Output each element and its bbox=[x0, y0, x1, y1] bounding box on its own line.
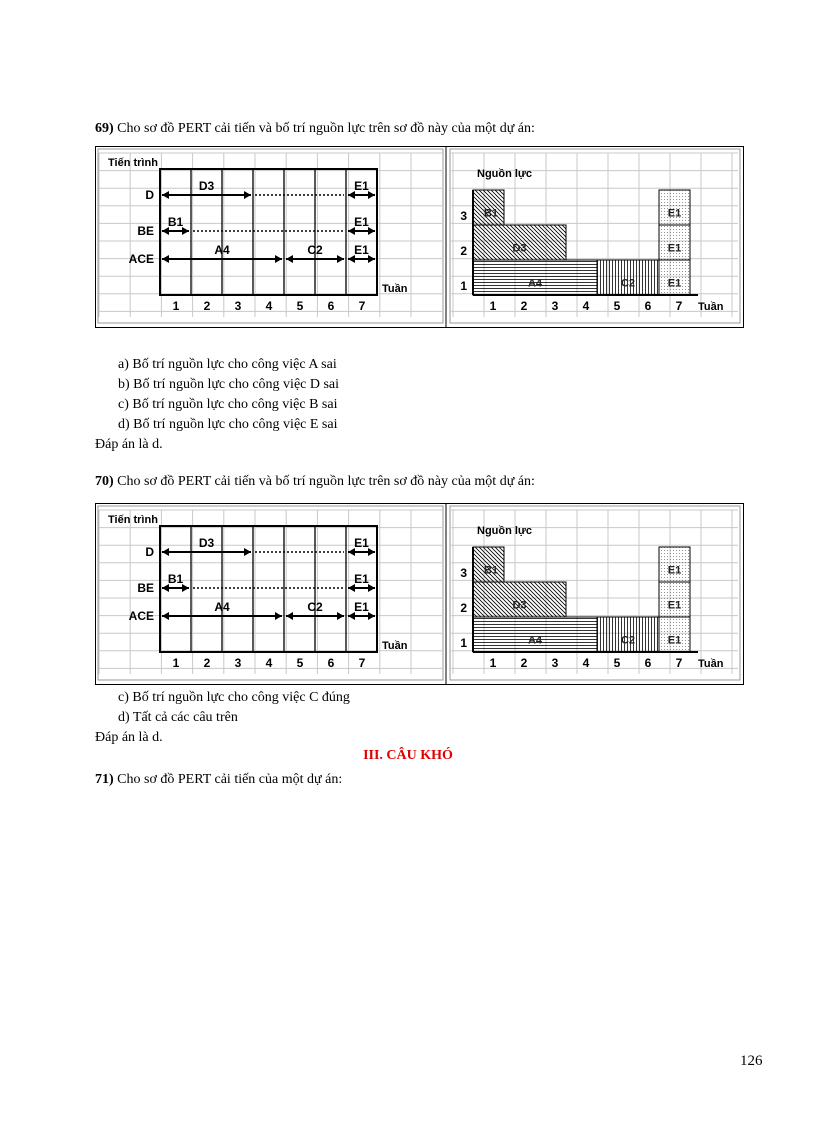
question-text: Cho sơ đồ PERT cải tiến và bố trí nguồn lực trên sơ đồ này của một dự án: bbox=[113, 474, 535, 489]
question-number: 71) bbox=[95, 772, 114, 787]
task-label: D3 bbox=[198, 179, 215, 193]
arrow-head-right bbox=[368, 255, 375, 263]
week-tick-label: 7 bbox=[675, 299, 683, 313]
question-number: 69) bbox=[95, 121, 114, 136]
week-tick-label: 3 bbox=[234, 299, 242, 313]
pert-row-label: ACE bbox=[128, 252, 154, 266]
week-tick-label: 4 bbox=[265, 656, 273, 670]
pert-resource-diagram bbox=[96, 504, 743, 684]
resource-block-label: E1 bbox=[667, 277, 682, 290]
arrow-head-right bbox=[275, 255, 282, 263]
y-tick-label: 1 bbox=[460, 636, 467, 650]
week-tick-label: 1 bbox=[489, 656, 497, 670]
week-tick-label: 4 bbox=[582, 299, 590, 313]
resource-title: Nguồn lực bbox=[477, 525, 533, 537]
week-tick-label: 6 bbox=[327, 299, 335, 313]
resource-block-label: C2 bbox=[620, 634, 636, 647]
resource-title: Nguồn lực bbox=[477, 168, 533, 180]
figure-70 bbox=[95, 503, 744, 685]
page-number: 126 bbox=[740, 1053, 763, 1069]
resource-chart bbox=[450, 149, 740, 323]
arrow-head-right bbox=[368, 548, 375, 556]
option-a: a) Bố trí nguồn lực cho công việc A sai bbox=[118, 357, 337, 372]
pert-row-label: ACE bbox=[128, 609, 154, 623]
resource-block-label: A4 bbox=[527, 634, 543, 647]
resource-block-label: D3 bbox=[512, 242, 527, 255]
arrow-head-right bbox=[275, 612, 282, 620]
pert-resource-diagram bbox=[96, 147, 743, 327]
task-label: A4 bbox=[214, 243, 230, 257]
answer-69: Đáp án là d. bbox=[95, 437, 163, 452]
option-b: b) Bố trí nguồn lực cho công việc D sai bbox=[118, 377, 340, 392]
resource-block-label: B1 bbox=[483, 564, 499, 577]
task-label: E1 bbox=[354, 536, 369, 550]
task-label: E1 bbox=[354, 600, 369, 614]
question-text: Cho sơ đồ PERT cải tiến và bố trí nguồn lực trên sơ đồ này của một dự án: bbox=[113, 121, 535, 136]
task-label: D3 bbox=[198, 536, 215, 550]
week-tick-label: 5 bbox=[613, 299, 621, 313]
week-tick-label: 3 bbox=[551, 299, 559, 313]
y-tick-label: 3 bbox=[460, 566, 467, 580]
y-tick-label: 3 bbox=[460, 209, 467, 223]
question-number: 70) bbox=[95, 474, 114, 489]
figure-69 bbox=[95, 146, 744, 328]
arrow-head-left bbox=[162, 191, 169, 199]
pert-title: Tiến trình bbox=[108, 514, 158, 526]
week-tick-label: 6 bbox=[644, 656, 652, 670]
y-tick-label: 2 bbox=[460, 244, 467, 258]
task-label: A4 bbox=[214, 600, 230, 614]
arrow-head-left bbox=[162, 255, 169, 263]
week-tick-label: 4 bbox=[582, 656, 590, 670]
week-tick-label: 6 bbox=[644, 299, 652, 313]
arrow-head-right bbox=[368, 584, 375, 592]
pert-row-label: BE bbox=[137, 224, 154, 238]
resource-block-label: C2 bbox=[620, 277, 636, 290]
section-title: III. CÂU KHÓ bbox=[363, 748, 453, 763]
task-label: E1 bbox=[354, 179, 369, 193]
arrow-head-right bbox=[337, 612, 344, 620]
y-tick-label: 2 bbox=[460, 601, 467, 615]
pert-chart bbox=[98, 149, 443, 323]
resource-x-label: Tuần bbox=[698, 658, 724, 670]
resource-block-label: E1 bbox=[667, 599, 682, 612]
task-label: E1 bbox=[354, 572, 369, 586]
week-tick-label: 7 bbox=[358, 299, 366, 313]
arrow-head-right bbox=[244, 548, 251, 556]
arrow-head-right bbox=[337, 255, 344, 263]
week-tick-label: 5 bbox=[296, 656, 304, 670]
week-tick-label: 3 bbox=[551, 656, 559, 670]
question-69 bbox=[95, 121, 535, 137]
task-label: B1 bbox=[167, 572, 184, 586]
arrow-head-right bbox=[368, 612, 375, 620]
week-tick-label: 1 bbox=[172, 656, 180, 670]
pert-chart bbox=[98, 506, 443, 680]
resource-block-label: B1 bbox=[483, 207, 499, 220]
resource-block-label: E1 bbox=[667, 634, 682, 647]
y-tick-label: 1 bbox=[460, 279, 467, 293]
question-71 bbox=[95, 772, 342, 788]
pert-row-label: D bbox=[145, 188, 154, 202]
pert-x-label: Tuần bbox=[382, 283, 408, 295]
resource-block-label: E1 bbox=[667, 207, 682, 220]
resource-chart bbox=[450, 506, 740, 680]
week-tick-label: 1 bbox=[489, 299, 497, 313]
question-text: Cho sơ đồ PERT cải tiến của một dự án: bbox=[113, 772, 343, 787]
week-tick-label: 7 bbox=[675, 656, 683, 670]
option-c: c) Bố trí nguồn lực cho công việc B sai bbox=[118, 397, 338, 412]
task-label: C2 bbox=[307, 243, 323, 257]
option-d: d) Tất cả các câu trên bbox=[118, 710, 238, 725]
arrow-head-left bbox=[162, 548, 169, 556]
week-tick-label: 3 bbox=[234, 656, 242, 670]
resource-block-label: D3 bbox=[512, 599, 527, 612]
arrow-head-left bbox=[162, 612, 169, 620]
pert-title: Tiến trình bbox=[108, 157, 158, 169]
resource-block-label: A4 bbox=[527, 277, 543, 290]
option-d: d) Bố trí nguồn lực cho công việc E sai bbox=[118, 417, 338, 432]
resource-block-label: E1 bbox=[667, 564, 682, 577]
week-tick-label: 5 bbox=[296, 299, 304, 313]
arrow-head-left bbox=[286, 255, 293, 263]
answer-70: Đáp án là d. bbox=[95, 730, 163, 745]
week-tick-label: 5 bbox=[613, 656, 621, 670]
week-tick-label: 6 bbox=[327, 656, 335, 670]
week-tick-label: 1 bbox=[172, 299, 180, 313]
arrow-head-left bbox=[286, 612, 293, 620]
week-tick-label: 2 bbox=[203, 299, 211, 313]
task-label: B1 bbox=[167, 215, 184, 229]
task-label: E1 bbox=[354, 215, 369, 229]
week-tick-label: 7 bbox=[358, 656, 366, 670]
week-tick-label: 2 bbox=[520, 656, 528, 670]
arrow-head-right bbox=[368, 191, 375, 199]
arrow-head-right bbox=[368, 227, 375, 235]
resource-block-label: E1 bbox=[667, 242, 682, 255]
option-c: c) Bố trí nguồn lực cho công việc C đúng bbox=[118, 690, 350, 705]
arrow-head-right bbox=[244, 191, 251, 199]
pert-x-label: Tuần bbox=[382, 640, 408, 652]
week-tick-label: 4 bbox=[265, 299, 273, 313]
pert-row-label: D bbox=[145, 545, 154, 559]
task-label: E1 bbox=[354, 243, 369, 257]
resource-x-label: Tuần bbox=[698, 301, 724, 313]
week-tick-label: 2 bbox=[520, 299, 528, 313]
pert-row-label: BE bbox=[137, 581, 154, 595]
task-label: C2 bbox=[307, 600, 323, 614]
question-70 bbox=[95, 474, 535, 490]
week-tick-label: 2 bbox=[203, 656, 211, 670]
